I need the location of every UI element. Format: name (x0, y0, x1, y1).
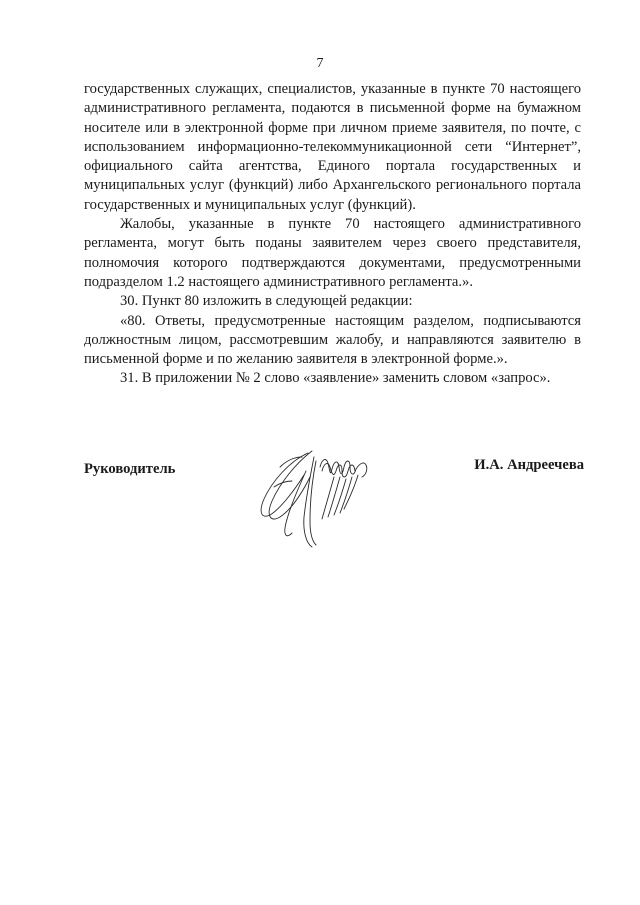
paragraph-item-30: 30. Пункт 80 изложить в следующей редакции: (120, 293, 413, 310)
paragraph-continuation: государственных служащих, специалистов, указанные в пункте 70 настоящего административного регламента, подаются в письменной форме на бумажном носителе или в электронной форме при личном приеме заявителя, по почте, с использованием информационно-телекоммуникационной сети “Интернет”, официального сайта агентства, Единого портала государственных и муниципальных услуг (функций) либо Архангельского регионального портала государственных и муниципальных услуг (функций). (84, 81, 581, 213)
paragraph-complaints: Жалобы, указанные в пункте 70 настоящего административного регламента, могут быть поданы заявителем через своего представителя, полномочия которого подтверждаются документами, предусмотренными подразделом 1.2 настоящего административного регламента.». (84, 216, 581, 290)
signature-block (84, 455, 584, 565)
paragraph-item-80-text: «80. Ответы, предусмотренные настоящим разделом, подписываются должностным лицом, рассмотревшим жалобу, и направляются заявителю в письменной форме и по желанию заявителя в электронной форме.». (84, 312, 581, 368)
signatory-role: Руководитель (84, 461, 176, 477)
document-body (84, 80, 581, 389)
paragraph-item-31: 31. В приложении № 2 слово «заявление» заменить словом «запрос». (120, 370, 551, 387)
signatory-name: И.А. Андреечева (474, 457, 584, 473)
page-number: 7 (316, 56, 324, 71)
handwritten-signature (250, 447, 390, 557)
